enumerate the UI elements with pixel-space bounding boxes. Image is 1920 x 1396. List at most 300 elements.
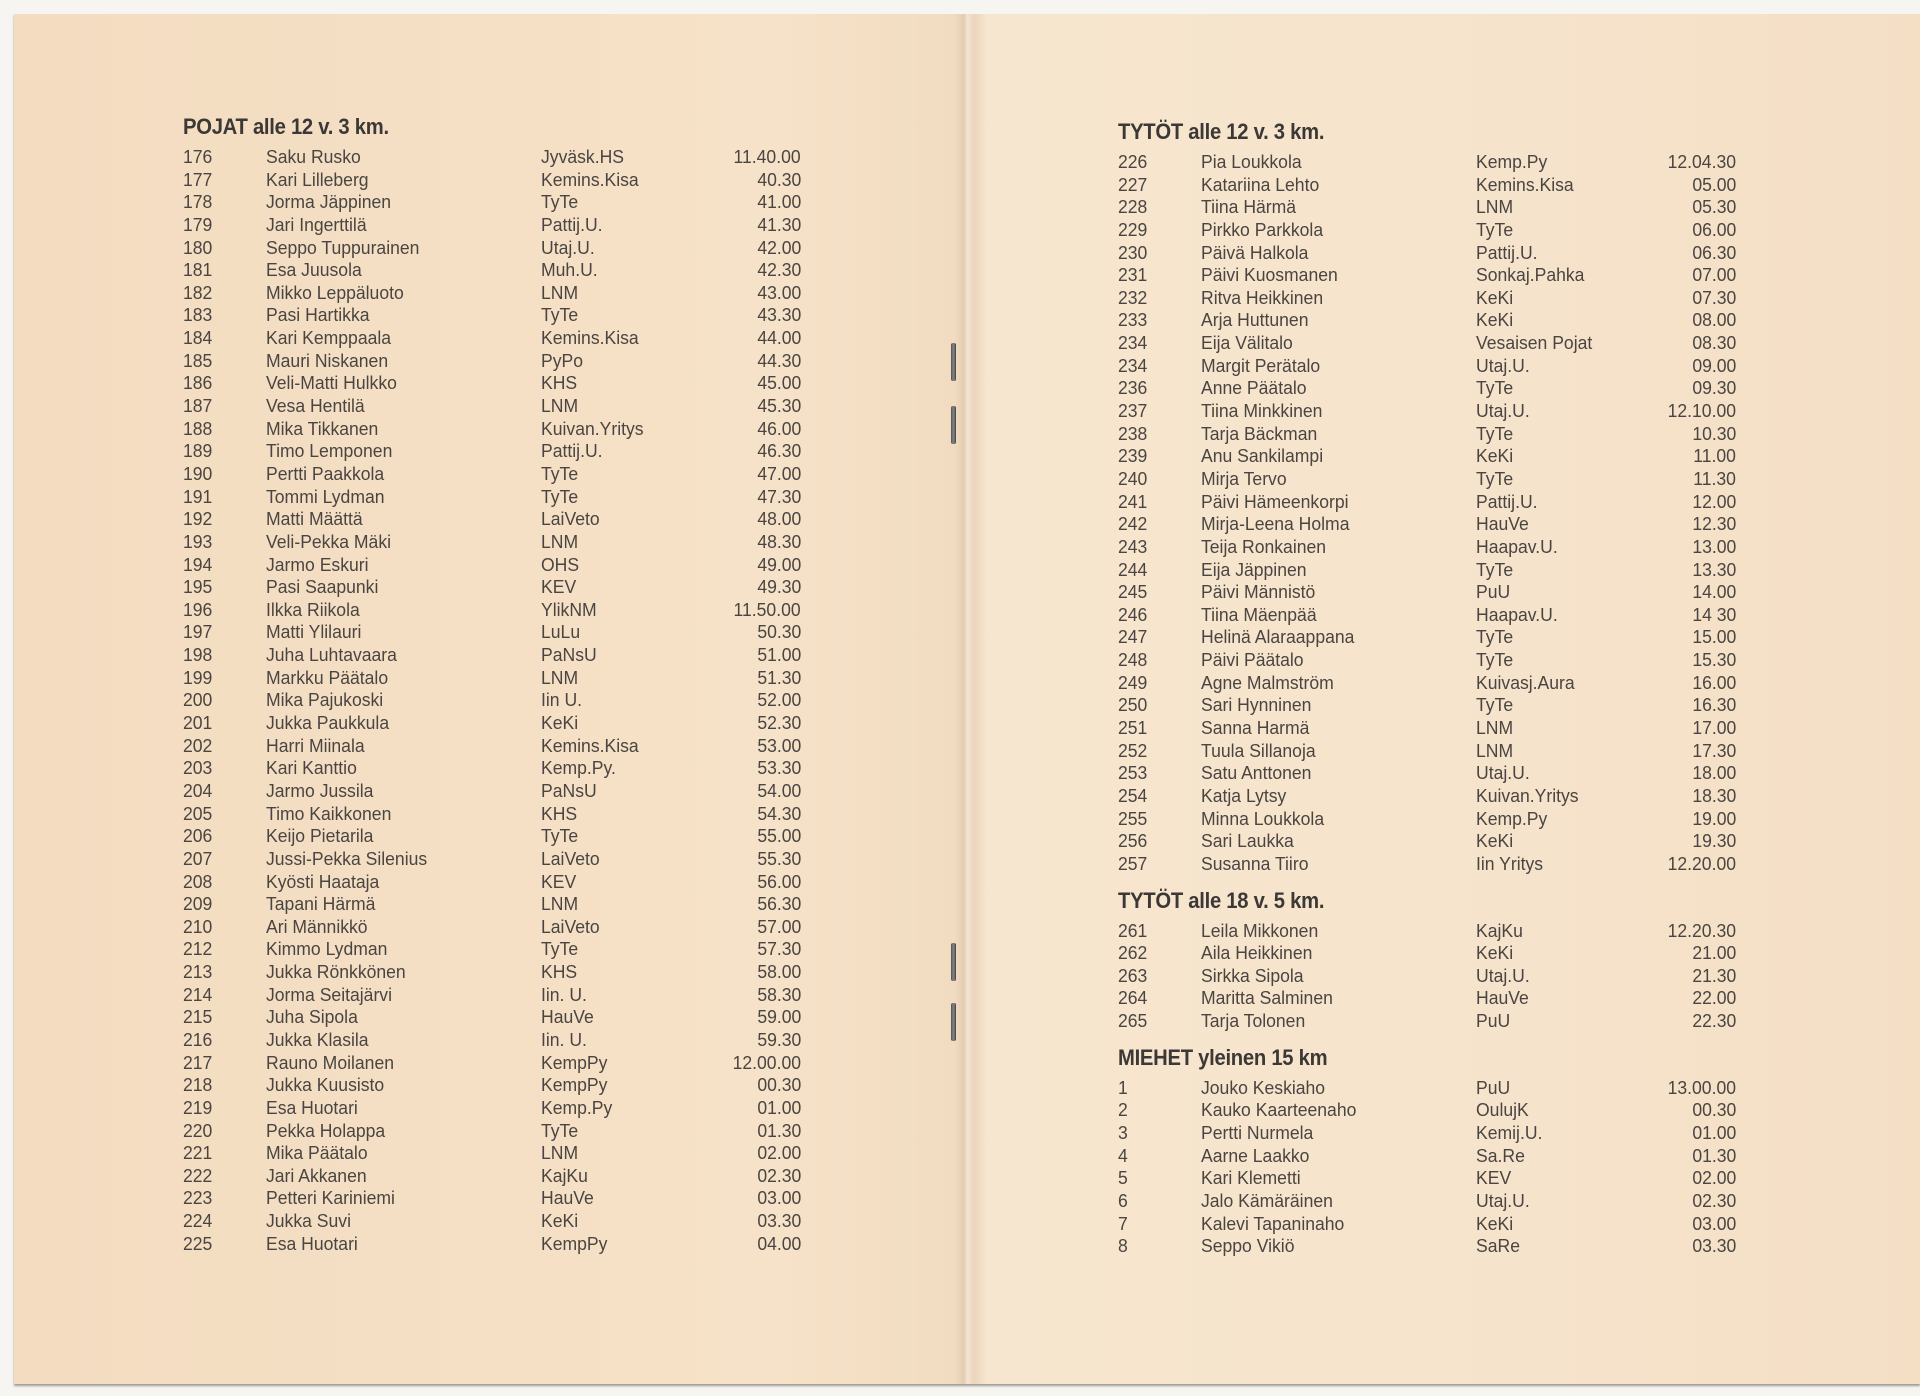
start-club <box>1476 242 1636 265</box>
start-name-text: Päivi Hämeenkorpi <box>1201 490 1349 512</box>
table-row <box>1118 423 1738 446</box>
start-num-text: 203 <box>183 757 213 779</box>
start-name-text: Tiina Härmä <box>1201 196 1297 218</box>
start-num <box>1118 309 1201 332</box>
start-num-text: 237 <box>1118 400 1148 422</box>
start-club <box>541 1142 701 1165</box>
start-name-text: Anu Sankilampi <box>1201 445 1324 467</box>
table-row <box>183 1097 803 1120</box>
start-num-text: 233 <box>1118 309 1148 331</box>
start-club <box>1476 785 1636 808</box>
start-time <box>1636 174 1736 197</box>
start-time <box>1636 1145 1736 1168</box>
start-time-text: 02.30 <box>1692 1189 1736 1211</box>
start-name-text: Sirkka Sipola <box>1201 964 1304 986</box>
start-num-text: 245 <box>1118 581 1148 603</box>
start-club <box>1476 332 1636 355</box>
start-num-text: 227 <box>1118 173 1148 195</box>
start-time <box>701 848 801 871</box>
start-num-text: 181 <box>183 259 213 281</box>
start-num-text: 249 <box>1118 671 1148 693</box>
table-row <box>1118 1190 1738 1213</box>
start-name-text: Jorma Seitajärvi <box>266 983 393 1005</box>
start-time-text: 49.00 <box>757 553 801 575</box>
start-club <box>1476 694 1636 717</box>
start-time-text: 11.30 <box>1693 467 1736 489</box>
start-name-text: Arja Huttunen <box>1201 309 1309 331</box>
start-time <box>701 803 801 826</box>
start-name <box>1201 853 1476 876</box>
start-num-text: 263 <box>1118 964 1148 986</box>
start-time <box>701 463 801 486</box>
start-time <box>1636 423 1736 446</box>
table-row <box>1118 649 1738 672</box>
start-time <box>701 780 801 803</box>
start-time <box>1636 309 1736 332</box>
table-row <box>1118 1167 1738 1190</box>
start-name <box>1201 151 1476 174</box>
start-name-text: Päivi Männistö <box>1201 581 1316 603</box>
start-name <box>266 1142 541 1165</box>
start-time <box>1636 1190 1736 1213</box>
start-club <box>1476 1190 1636 1213</box>
start-name-text: Mauri Niskanen <box>266 349 389 371</box>
start-club-text: KeKi <box>541 712 579 734</box>
table-row <box>1118 400 1738 423</box>
start-num <box>183 463 266 486</box>
start-time <box>701 689 801 712</box>
start-time-text: 16.30 <box>1692 694 1736 716</box>
start-club <box>1476 219 1636 242</box>
start-name <box>1201 830 1476 853</box>
start-time <box>1636 445 1736 468</box>
start-name <box>1201 377 1476 400</box>
table-row <box>1118 694 1738 717</box>
start-num <box>1118 219 1201 242</box>
start-num <box>183 282 266 305</box>
start-club-text: Pattij.U. <box>541 213 603 235</box>
start-num <box>183 146 266 169</box>
start-time <box>1636 785 1736 808</box>
table-row <box>1118 581 1738 604</box>
start-club-text: KHS <box>541 372 578 394</box>
start-time <box>701 825 801 848</box>
start-num-text: 261 <box>1118 919 1148 941</box>
start-name <box>266 938 541 961</box>
start-time <box>701 1142 801 1165</box>
start-name-text: Seppo Tuppurainen <box>266 236 420 258</box>
start-num-text: 220 <box>183 1119 213 1141</box>
start-list <box>183 146 803 1255</box>
start-num <box>1118 920 1201 943</box>
start-name-text: Kauko Kaarteenaho <box>1201 1099 1357 1121</box>
start-num <box>1118 445 1201 468</box>
start-club-text: OulujK <box>1476 1099 1529 1121</box>
start-club <box>1476 1077 1636 1100</box>
start-num <box>1118 762 1201 785</box>
start-num-text: 190 <box>183 462 213 484</box>
start-time <box>701 191 801 214</box>
start-time-text: 01.00 <box>1692 1121 1736 1143</box>
start-time <box>1636 649 1736 672</box>
start-time <box>1636 1213 1736 1236</box>
start-club-text: Kemp.Py. <box>541 757 616 779</box>
start-time <box>701 1210 801 1233</box>
start-time-text: 59.00 <box>757 1006 801 1028</box>
start-club <box>541 712 701 735</box>
start-name <box>266 418 541 441</box>
start-time <box>1636 965 1736 988</box>
start-time <box>701 961 801 984</box>
start-club <box>541 1120 701 1143</box>
start-name-text: Päivi Kuosmanen <box>1201 264 1338 286</box>
start-club-text: HauVe <box>1476 513 1529 535</box>
start-club <box>541 780 701 803</box>
start-num <box>183 350 266 373</box>
start-time <box>1636 332 1736 355</box>
start-num <box>1118 151 1201 174</box>
start-name <box>1201 1213 1476 1236</box>
start-club-text: HauVe <box>1476 987 1529 1009</box>
table-row <box>183 621 803 644</box>
start-time-text: 54.30 <box>757 802 801 824</box>
start-time-text: 02.30 <box>757 1164 801 1186</box>
table-row <box>183 327 803 350</box>
table-row <box>183 644 803 667</box>
start-time <box>701 350 801 373</box>
start-name <box>1201 1099 1476 1122</box>
start-club-text: Utaj.U. <box>1476 400 1530 422</box>
start-time <box>701 984 801 1007</box>
start-time <box>701 1074 801 1097</box>
table-row <box>1118 264 1738 287</box>
start-time-text: 01.00 <box>757 1096 801 1118</box>
start-name <box>1201 423 1476 446</box>
start-num-text: 180 <box>183 236 213 258</box>
start-club-text: KeKi <box>1476 309 1514 331</box>
start-time-text: 59.30 <box>757 1028 801 1050</box>
start-name-text: Veli-Pekka Mäki <box>266 530 392 552</box>
start-time-text: 03.00 <box>757 1187 801 1209</box>
start-time <box>1636 740 1736 763</box>
table-row <box>183 893 803 916</box>
start-time-text: 12.04.30 <box>1667 151 1736 172</box>
start-name <box>266 1233 541 1256</box>
table-row <box>1118 853 1738 876</box>
table-row <box>183 689 803 712</box>
table-row <box>183 1165 803 1188</box>
start-club <box>1476 1213 1636 1236</box>
table-row <box>1118 174 1738 197</box>
start-time <box>1636 219 1736 242</box>
start-time <box>701 418 801 441</box>
start-num <box>1118 513 1201 536</box>
table-row <box>183 554 803 577</box>
start-num-text: 189 <box>183 440 213 462</box>
start-name <box>1201 920 1476 943</box>
staple-icon <box>951 406 956 444</box>
start-time <box>701 712 801 735</box>
start-time-text: 44.00 <box>757 327 801 349</box>
start-time-text: 10.30 <box>1692 422 1736 444</box>
start-num <box>1118 377 1201 400</box>
start-num <box>183 440 266 463</box>
start-time-text: 42.00 <box>757 236 801 258</box>
table-row <box>183 735 803 758</box>
start-num-text: 216 <box>183 1028 213 1050</box>
start-time-text: 05.00 <box>1692 173 1736 195</box>
start-time-text: 14 30 <box>1692 603 1736 625</box>
table-row <box>1118 1077 1738 1100</box>
start-club-text: PaNsU <box>541 779 597 801</box>
start-num <box>183 803 266 826</box>
start-name-text: Aila Heikkinen <box>1201 942 1313 964</box>
start-name-text: Päivi Päätalo <box>1201 649 1304 671</box>
table-row <box>1118 559 1738 582</box>
start-num-text: 217 <box>183 1051 213 1073</box>
start-name <box>1201 672 1476 695</box>
start-club <box>541 1074 701 1097</box>
start-club-text: Utaj.U. <box>1476 762 1530 784</box>
start-time <box>1636 830 1736 853</box>
start-num-text: 200 <box>183 689 213 711</box>
start-name <box>266 304 541 327</box>
start-name-text: Esa Huotari <box>266 1232 358 1254</box>
start-name-text: Jorma Jäppinen <box>266 191 392 213</box>
start-num <box>1118 1213 1201 1236</box>
start-time-text: 43.30 <box>757 304 801 326</box>
start-num <box>183 1120 266 1143</box>
table-row <box>183 531 803 554</box>
start-club <box>1476 1099 1636 1122</box>
table-row <box>1118 536 1738 559</box>
start-club <box>1476 491 1636 514</box>
start-club <box>541 463 701 486</box>
start-club <box>541 961 701 984</box>
start-name-text: Katariina Lehto <box>1201 173 1320 195</box>
start-time-text: 12.10.00 <box>1667 400 1736 422</box>
start-name-text: Matti Ylilauri <box>266 621 362 643</box>
start-name <box>1201 987 1476 1010</box>
start-num <box>1118 264 1201 287</box>
start-num-text: 6 <box>1118 1189 1128 1211</box>
start-time-text: 57.00 <box>757 915 801 937</box>
start-num-text: 188 <box>183 417 213 439</box>
start-name-text: Jukka Suvi <box>266 1210 351 1232</box>
start-num <box>183 395 266 418</box>
start-num <box>1118 559 1201 582</box>
start-num-text: 224 <box>183 1210 213 1232</box>
start-num <box>1118 1077 1201 1100</box>
start-name <box>266 146 541 169</box>
start-time <box>701 938 801 961</box>
start-time <box>701 282 801 305</box>
start-time-text: 51.30 <box>757 666 801 688</box>
table-row <box>183 463 803 486</box>
start-name-text: Kari Kemppaala <box>266 327 392 349</box>
start-time <box>701 871 801 894</box>
start-num-text: 218 <box>183 1074 213 1096</box>
start-name-text: Päivä Halkola <box>1201 241 1309 263</box>
start-club <box>1476 626 1636 649</box>
table-row <box>183 1120 803 1143</box>
start-num <box>183 780 266 803</box>
start-name-text: Tiina Mäenpää <box>1201 603 1317 625</box>
start-name-text: Susanna Tiiro <box>1201 852 1309 874</box>
start-club <box>1476 377 1636 400</box>
start-num-text: 262 <box>1118 942 1148 964</box>
start-time <box>701 1029 801 1052</box>
start-name <box>1201 219 1476 242</box>
start-num <box>183 1074 266 1097</box>
start-num <box>183 689 266 712</box>
start-name-text: Mika Pajukoski <box>266 689 384 711</box>
start-time <box>701 1233 801 1256</box>
start-num <box>183 644 266 667</box>
start-num <box>1118 987 1201 1010</box>
start-num-text: 223 <box>183 1187 213 1209</box>
start-num <box>183 191 266 214</box>
table-row <box>183 803 803 826</box>
start-time <box>1636 672 1736 695</box>
start-club-text: Sonkaj.Pahka <box>1476 264 1585 286</box>
start-club <box>1476 355 1636 378</box>
table-row <box>1118 965 1738 988</box>
start-num <box>1118 942 1201 965</box>
table-row <box>183 667 803 690</box>
start-club <box>1476 287 1636 310</box>
start-name-text: Pasi Saapunki <box>266 576 379 598</box>
start-name <box>266 237 541 260</box>
start-club <box>541 350 701 373</box>
start-name <box>1201 1145 1476 1168</box>
start-name-text: Jarmo Eskuri <box>266 553 369 575</box>
start-club-text: TyTe <box>541 304 579 326</box>
start-name-text: Kalevi Tapaninaho <box>1201 1212 1345 1234</box>
start-num <box>183 1142 266 1165</box>
start-name-text: Leila Mikkonen <box>1201 919 1319 941</box>
start-club <box>1476 920 1636 943</box>
start-club-text: LNM <box>1476 717 1514 739</box>
start-name <box>266 1074 541 1097</box>
start-club-text: LNM <box>541 281 579 303</box>
start-num-text: 209 <box>183 893 213 915</box>
start-name-text: Sari Laukka <box>1201 830 1294 852</box>
start-name <box>266 508 541 531</box>
start-num-text: 212 <box>183 938 213 960</box>
start-time <box>701 486 801 509</box>
start-name <box>266 1187 541 1210</box>
start-club <box>1476 740 1636 763</box>
start-num <box>1118 965 1201 988</box>
start-club-text: Kemp.Py <box>1476 151 1548 172</box>
start-club-text: Kuivasj.Aura <box>1476 671 1575 693</box>
start-time-text: 56.00 <box>757 870 801 892</box>
table-row <box>1118 355 1738 378</box>
start-club-text: TyTe <box>1476 422 1514 444</box>
table-row <box>1118 1213 1738 1236</box>
start-name-text: Markku Päätalo <box>266 666 389 688</box>
start-club <box>541 1052 701 1075</box>
table-row <box>183 282 803 305</box>
start-time <box>1636 853 1736 876</box>
start-num <box>1118 1145 1201 1168</box>
start-time-text: 08.30 <box>1692 332 1736 354</box>
start-name <box>1201 355 1476 378</box>
start-name <box>266 825 541 848</box>
start-num-text: 2 <box>1118 1099 1128 1121</box>
start-name <box>1201 942 1476 965</box>
start-time <box>701 440 801 463</box>
start-club-text: LNM <box>541 893 579 915</box>
table-row <box>183 259 803 282</box>
start-name <box>1201 559 1476 582</box>
start-num-text: 187 <box>183 395 213 417</box>
start-club <box>541 644 701 667</box>
start-name-text: Rauno Moilanen <box>266 1051 394 1073</box>
start-time <box>701 1052 801 1075</box>
start-name <box>266 961 541 984</box>
start-name <box>1201 332 1476 355</box>
start-time-text: 48.00 <box>757 508 801 530</box>
start-num <box>183 735 266 758</box>
start-name-text: Tuula Sillanoja <box>1201 739 1316 761</box>
start-name-text: Helinä Alaraappana <box>1201 626 1355 648</box>
start-time-text: 12.00.00 <box>732 1051 801 1073</box>
start-name-text: Pekka Holappa <box>266 1119 386 1141</box>
start-num <box>1118 1010 1201 1033</box>
start-club-text: PyPo <box>541 349 584 371</box>
start-num <box>183 237 266 260</box>
start-club-text: KempPy <box>541 1051 608 1073</box>
start-name <box>266 259 541 282</box>
start-num-text: 177 <box>183 168 213 190</box>
start-club-text: TyTe <box>541 938 579 960</box>
booklet-spine <box>954 14 976 1384</box>
start-club <box>1476 174 1636 197</box>
start-name-text: Vesa Hentilä <box>266 395 365 417</box>
start-club <box>1476 536 1636 559</box>
start-name-text: Jari Ingerttilä <box>266 213 367 235</box>
table-row <box>1118 1122 1738 1145</box>
start-time-text: 01.30 <box>757 1119 801 1141</box>
start-name <box>266 893 541 916</box>
start-name-text: Eija Välitalo <box>1201 332 1293 354</box>
start-club-text: Utaj.U. <box>541 236 595 258</box>
start-num <box>1118 604 1201 627</box>
table-row <box>183 214 803 237</box>
start-time-text: 15.30 <box>1692 649 1736 671</box>
start-club-text: KeKi <box>1476 1212 1514 1234</box>
start-num-text: 205 <box>183 802 213 824</box>
start-time-text: 47.00 <box>757 462 801 484</box>
start-club-text: TyTe <box>541 191 579 213</box>
staple-icon <box>951 343 956 381</box>
start-name-text: Jarmo Jussila <box>266 779 374 801</box>
start-club-text: TyTe <box>1476 649 1514 671</box>
start-time-text: 50.30 <box>757 621 801 643</box>
start-num <box>1118 853 1201 876</box>
start-num <box>183 418 266 441</box>
start-club-text: LNM <box>541 395 579 417</box>
start-club <box>1476 942 1636 965</box>
start-num-text: 182 <box>183 281 213 303</box>
booklet-spread <box>14 14 1920 1384</box>
start-name <box>266 621 541 644</box>
start-num <box>1118 672 1201 695</box>
start-club <box>541 1210 701 1233</box>
start-club-text: LNM <box>1476 739 1514 761</box>
